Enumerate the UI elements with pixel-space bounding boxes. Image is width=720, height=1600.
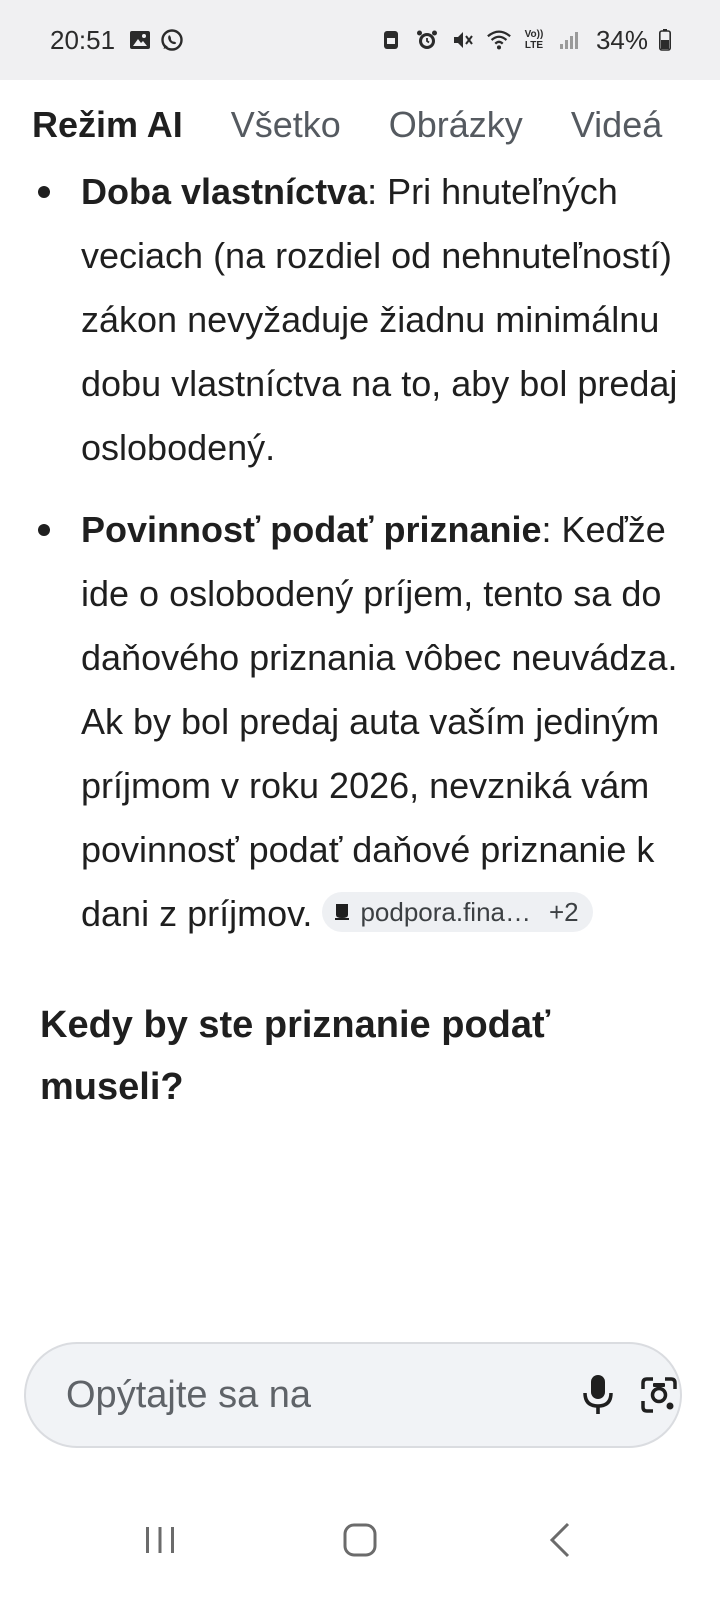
bullet-dot: [38, 186, 50, 198]
battery-icon: [658, 27, 672, 53]
status-time: 20:51: [50, 24, 116, 55]
microphone-icon[interactable]: [581, 1368, 615, 1422]
search-input[interactable]: [64, 1373, 557, 1418]
tab-images[interactable]: Obrázky: [388, 104, 523, 145]
ai-answer-content: [0, 160, 720, 1118]
back-icon[interactable]: [520, 1500, 600, 1580]
tab-all[interactable]: Všetko: [230, 104, 341, 145]
alarm-icon: [414, 27, 440, 53]
google-lens-icon[interactable]: [639, 1368, 679, 1422]
bullet-dot: [38, 524, 50, 536]
source-chip-more: +2: [549, 897, 579, 928]
source-chip[interactable]: [322, 892, 592, 932]
search-bar: [24, 1342, 682, 1448]
status-bar: [0, 0, 720, 80]
battery-percent: 34%: [595, 24, 648, 55]
wifi-icon: [486, 27, 512, 53]
signal-icon: [556, 27, 582, 53]
tab-videos[interactable]: Videá: [570, 104, 663, 145]
list-item: [0, 160, 720, 480]
source-chip-label: podpora.fina…: [360, 897, 531, 928]
list-item: [0, 498, 720, 946]
home-icon[interactable]: [320, 1500, 400, 1580]
bullet-term: Povinnosť podať priznanie: [81, 509, 542, 550]
notification-icon: [378, 27, 404, 53]
bullet-term: Doba vlastníctva: [81, 171, 368, 212]
mute-icon: [450, 27, 476, 53]
section-heading: Kedy by ste priznanie podať museli?: [40, 1004, 551, 1108]
answer-bullet-list: [0, 160, 720, 946]
system-navigation-bar: [0, 1480, 720, 1600]
bullet-text: : Pri hnuteľných veciach (na rozdiel od nehnuteľností) zákon nevyžaduje žiadnu minimálnu dobu vlastníctva na to, aby bol predaj oslobodený.: [81, 171, 678, 468]
recent-apps-icon[interactable]: [120, 1500, 200, 1580]
volte-label: Vo)) LTE: [524, 29, 544, 51]
volte-icon: [522, 27, 546, 53]
tab-ai-mode[interactable]: Režim AI: [32, 104, 183, 145]
source-favicon-icon: [332, 892, 352, 932]
whatsapp-icon: [159, 27, 185, 53]
search-tabs: [0, 80, 720, 170]
image-icon: [127, 27, 153, 53]
bullet-text: : Keďže ide o oslobodený príjem, tento sa do daňového priznania vôbec neuvádza. Ak by bol predaj auta vaším jediným príjmom v roku 2026, nevzniká vám povinnosť podať daňové priznanie k dani z príjmov.: [81, 509, 678, 934]
